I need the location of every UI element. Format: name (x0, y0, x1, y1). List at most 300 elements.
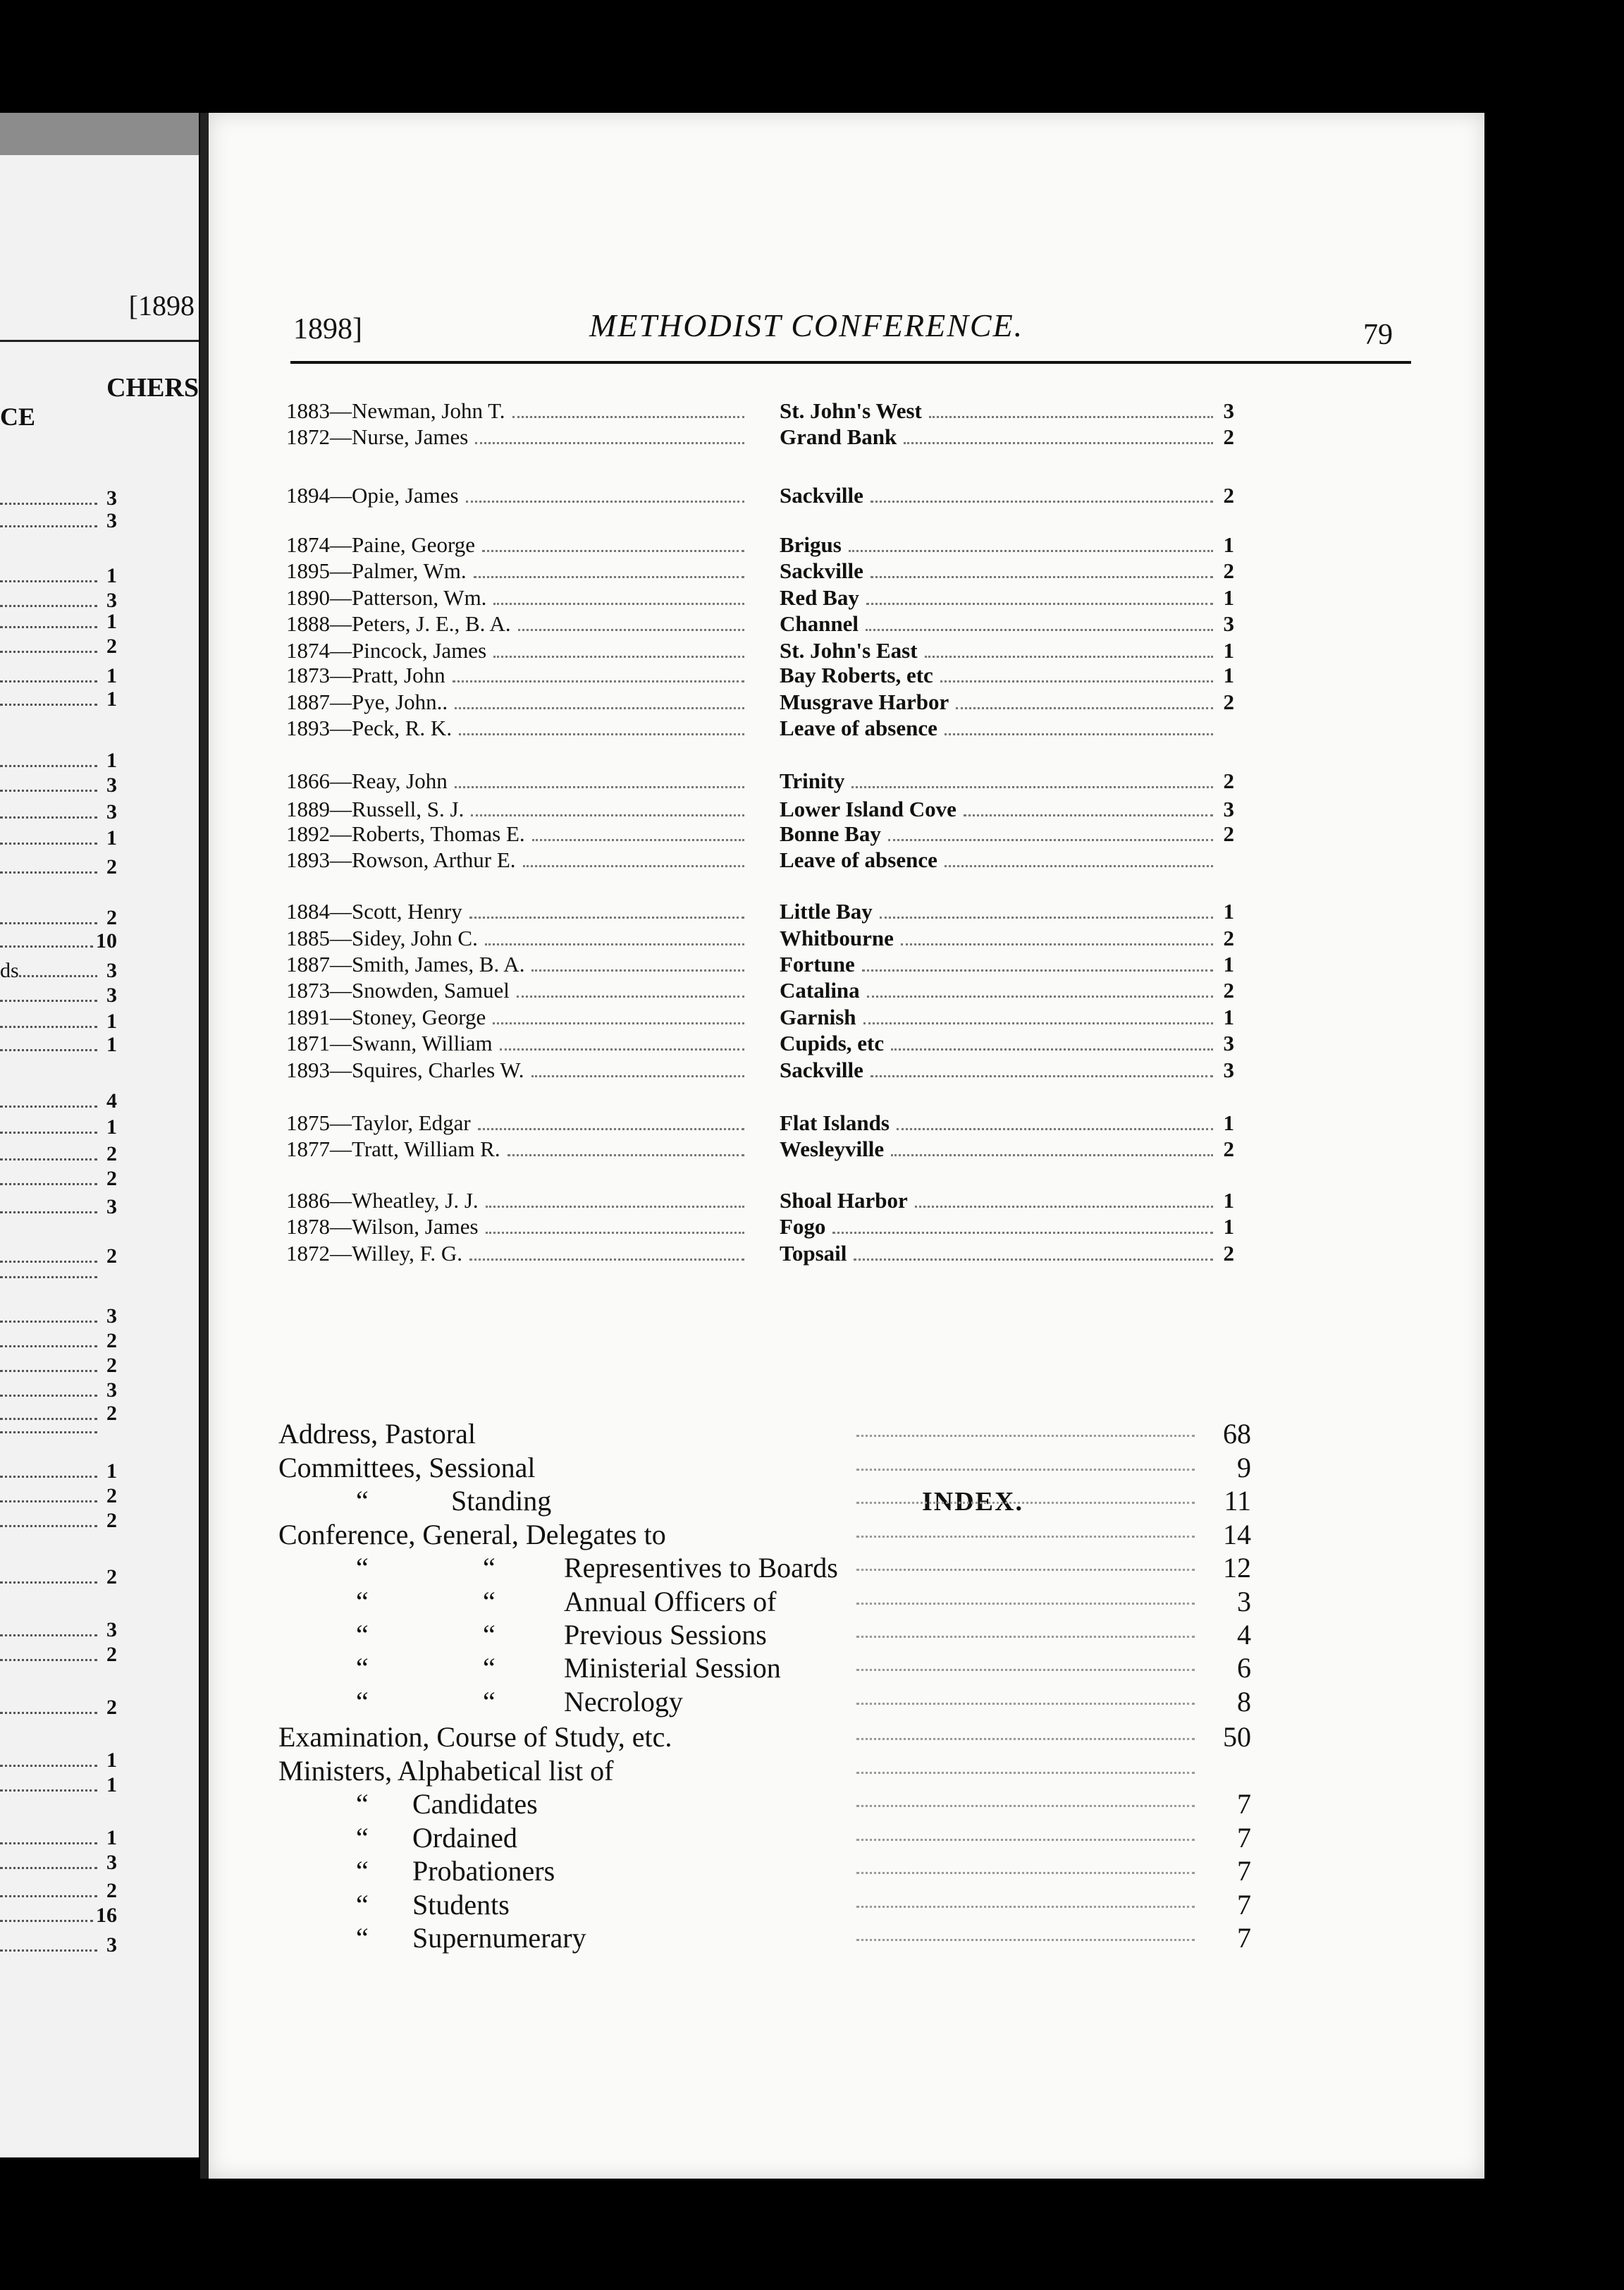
minister-name: 1891—Stoney, George (286, 1005, 486, 1029)
leader-dots (518, 629, 744, 631)
list-item-number: 1 (106, 826, 117, 850)
list-item (0, 749, 117, 773)
list-item-number: 3 (106, 1195, 117, 1218)
leader-dots (891, 1048, 1213, 1051)
index-page-number: 7 (1237, 1889, 1251, 1921)
station-entry (780, 716, 1234, 741)
station-entry (780, 1110, 1234, 1136)
minister-row (286, 663, 1470, 688)
years-count: 1 (1223, 663, 1234, 687)
leader-dots (0, 1026, 97, 1028)
years-count: 2 (1223, 1137, 1234, 1161)
station-name: Musgrave Harbor (780, 690, 949, 714)
minister-name: 1889—Russell, S. J. (286, 797, 465, 821)
leader-dots (891, 1154, 1213, 1156)
index-page-number: 14 (1223, 1519, 1251, 1550)
list-item-number: 3 (106, 1933, 117, 1957)
list-item-number: 2 (106, 1484, 117, 1507)
minister-row (286, 1005, 1470, 1030)
list-item (0, 1773, 117, 1797)
leader-dots (0, 871, 97, 874)
index-entry (278, 1754, 1251, 1787)
leader-dots (469, 1259, 744, 1261)
years-count: 1 (1223, 1214, 1234, 1239)
station-name: Sackville (780, 558, 863, 583)
index-entry-label: Committees, Sessional (278, 1452, 536, 1483)
minister-name: 1873—Snowden, Samuel (286, 978, 510, 1003)
leader-dots (466, 501, 744, 503)
leader-dots (0, 1789, 97, 1792)
list-item-number: 1 (106, 1010, 117, 1033)
index-entry-label: Examination, Course of Study, etc. (278, 1721, 672, 1753)
index-entry (278, 1417, 1251, 1450)
leader-dots (0, 1049, 97, 1051)
minister-row (286, 926, 1470, 951)
leader-dots (0, 1418, 97, 1420)
minister-entry (286, 1058, 744, 1083)
years-count: 2 (1223, 978, 1234, 1003)
leader-dots (0, 1261, 97, 1263)
list-item-number: 2 (106, 1142, 117, 1165)
index-entry (278, 1518, 1251, 1550)
header-rule (0, 340, 199, 342)
station-entry (780, 1031, 1234, 1056)
index-title: INDEX. (922, 1487, 1023, 1517)
list-item-number: 1 (106, 1773, 117, 1796)
list-item-number: 1 (106, 1033, 117, 1056)
list-item-number: 2 (106, 635, 117, 658)
list-item (0, 1378, 117, 1402)
leader-dots (512, 416, 744, 418)
index-entry (278, 1921, 1251, 1954)
leader-dots (940, 680, 1213, 682)
leader-dots (863, 1022, 1213, 1024)
list-item-number: 2 (106, 1509, 117, 1532)
leader-dots (0, 1158, 97, 1161)
index-page-number: 7 (1237, 1855, 1251, 1887)
minister-row (286, 690, 1470, 715)
index-entry-label: “ (356, 1686, 369, 1718)
list-item (0, 1304, 117, 1328)
adjacent-heading-line-2: CE (0, 403, 36, 431)
minister-entry (286, 1137, 744, 1162)
station-name: Little Bay (780, 899, 873, 924)
list-item (0, 1459, 117, 1483)
index-entry-sublabel: “ (483, 1652, 496, 1684)
header-rule (290, 361, 1411, 364)
leader-dots (0, 1659, 97, 1661)
minister-name: 1872—Nurse, James (286, 424, 469, 449)
minister-entry (286, 690, 744, 715)
leader-dots (482, 550, 744, 552)
minister-row (286, 978, 1470, 1003)
list-item-number: 3 (106, 1618, 117, 1641)
station-name: St. John's West (780, 398, 922, 423)
list-item (0, 929, 117, 953)
leader-dots (0, 1000, 97, 1002)
leader-dots (455, 786, 744, 788)
leader-dots (867, 996, 1213, 998)
list-item-number: 1 (106, 749, 117, 772)
index-entry (278, 1618, 1251, 1651)
station-entry (780, 638, 1234, 663)
leader-dots (956, 707, 1213, 709)
index-entry (278, 1551, 1251, 1584)
minister-row (286, 899, 1470, 924)
years-count: 2 (1223, 926, 1234, 950)
leader-dots (0, 503, 97, 505)
leader-dots (471, 814, 744, 816)
station-entry (780, 663, 1234, 688)
list-item-number: 2 (106, 1565, 117, 1588)
leader-dots (915, 1206, 1213, 1208)
years-count: 3 (1223, 797, 1234, 821)
index-entry-sublabel: Probationers (412, 1855, 555, 1887)
leader-dots (0, 1581, 97, 1584)
minister-name: 1877—Tratt, William R. (286, 1137, 500, 1161)
minister-name: 1894—Opie, James (286, 483, 459, 508)
minister-entry (286, 1241, 744, 1266)
list-item (0, 1089, 117, 1113)
leader-dots (856, 1667, 1195, 1671)
list-item-number: 2 (106, 1354, 117, 1377)
years-count: 2 (1223, 821, 1234, 846)
leader-dots (871, 501, 1213, 503)
leader-dots (0, 945, 93, 948)
leader-dots (904, 442, 1213, 444)
leader-dots (0, 1395, 97, 1397)
minister-name: 1885—Sidey, John C. (286, 926, 478, 950)
minister-row (286, 821, 1470, 847)
list-item (0, 1509, 117, 1533)
station-entry (780, 398, 1234, 424)
minister-row (286, 797, 1470, 822)
list-item (0, 1643, 117, 1667)
station-name: Cupids, etc (780, 1031, 885, 1055)
minister-entry (286, 398, 744, 424)
leader-dots (945, 865, 1213, 867)
station-name: Channel (780, 611, 859, 636)
minister-row (286, 1241, 1470, 1266)
minister-entry (286, 1188, 744, 1213)
years-count: 2 (1223, 558, 1234, 583)
leader-dots (880, 917, 1213, 919)
list-item (0, 1431, 117, 1439)
minister-name: 1884—Scott, Henry (286, 899, 462, 924)
station-name: Whitbourne (780, 926, 894, 950)
book-page (209, 113, 1484, 2179)
minister-name: 1883—Newman, John T. (286, 398, 505, 423)
minister-row (286, 424, 1470, 450)
leader-dots (478, 1128, 744, 1130)
index-entry-sublabel: Standing (451, 1485, 552, 1517)
index-page-number: 9 (1237, 1452, 1251, 1483)
index-entry-label: “ (356, 1586, 369, 1617)
minister-entry (286, 821, 744, 847)
leader-dots (856, 1533, 1195, 1538)
list-item (0, 773, 117, 797)
leader-dots (0, 843, 97, 845)
leader-dots (0, 525, 97, 527)
minister-entry (286, 611, 744, 637)
station-entry (780, 769, 1234, 794)
minister-name: 1893—Peck, R. K. (286, 716, 453, 740)
minister-entry (286, 1005, 744, 1030)
leader-dots (856, 1870, 1195, 1874)
station-name: Bonne Bay (780, 821, 881, 846)
leader-dots (493, 656, 744, 658)
leader-dots (856, 1500, 1195, 1504)
leader-dots (856, 1567, 1195, 1571)
station-entry (780, 611, 1234, 637)
list-item-number: 3 (106, 984, 117, 1007)
leader-dots (455, 707, 744, 709)
minister-entry (286, 638, 744, 663)
minister-entry (286, 1110, 744, 1136)
list-item (0, 1276, 117, 1284)
years-count: 3 (1223, 1031, 1234, 1055)
index-entry-sublabel: “ (483, 1686, 496, 1718)
minister-entry (286, 899, 744, 924)
station-name: Sackville (780, 483, 863, 508)
leader-dots (0, 680, 97, 682)
leader-dots (0, 1132, 97, 1134)
minister-name: 1878—Wilson, James (286, 1214, 479, 1239)
station-entry (780, 532, 1234, 558)
list-item-number: 3 (106, 589, 117, 612)
list-item (0, 509, 117, 533)
index-entry-label: “ (356, 1619, 369, 1651)
minister-name: 1872—Willey, F. G. (286, 1241, 462, 1266)
list-item-number: 3 (106, 773, 117, 797)
header-year: 1898] (293, 313, 362, 345)
years-count: 3 (1223, 398, 1234, 423)
list-item-number: 16 (96, 1904, 117, 1927)
years-count: 2 (1223, 690, 1234, 714)
leader-dots (493, 603, 744, 605)
index-entry (278, 1685, 1251, 1718)
minister-entry (286, 716, 744, 741)
index-entry-subsublabel: Ministerial Session (564, 1652, 781, 1684)
minister-row (286, 558, 1470, 584)
years-count: 1 (1223, 899, 1234, 924)
list-item-number: 1 (106, 687, 117, 711)
leader-dots (871, 576, 1213, 578)
leader-dots (459, 733, 744, 735)
index-page-number: 3 (1237, 1586, 1251, 1617)
leader-dots (532, 839, 744, 841)
station-entry (780, 1005, 1234, 1030)
list-item (0, 1565, 117, 1589)
leader-dots (0, 816, 97, 819)
station-name: Wesleyville (780, 1137, 885, 1161)
list-item-number: 2 (106, 1402, 117, 1425)
station-entry (780, 926, 1234, 951)
minister-name: 1890—Patterson, Wm. (286, 585, 487, 610)
list-item (0, 635, 117, 659)
leader-dots (0, 626, 97, 628)
minister-row (286, 1031, 1470, 1056)
leader-dots (856, 1803, 1195, 1807)
index-entry-sublabel: Candidates (412, 1788, 538, 1820)
station-name: Flat Islands (780, 1110, 890, 1135)
minister-entry (286, 797, 744, 822)
index-entry-subsublabel: Necrology (564, 1686, 683, 1718)
minister-name: 1887—Pye, John.. (286, 690, 448, 714)
index-page-number: 7 (1237, 1922, 1251, 1954)
list-item (0, 906, 117, 930)
minister-entry (286, 1031, 744, 1056)
list-item (0, 959, 117, 983)
list-item-number: 2 (106, 906, 117, 929)
leader-dots (897, 1128, 1213, 1130)
list-item (0, 1142, 117, 1166)
station-name: Bay Roberts, etc (780, 663, 933, 687)
minister-row (286, 1137, 1470, 1162)
list-item (0, 1618, 117, 1642)
leader-dots (493, 1022, 744, 1024)
leader-dots (0, 1712, 97, 1714)
list-item (0, 1749, 117, 1772)
minister-row (286, 483, 1470, 508)
leader-dots (0, 704, 97, 706)
list-item-number: 2 (106, 855, 117, 878)
leader-dots (866, 629, 1213, 631)
list-item-label: ds (0, 959, 19, 982)
list-item (0, 564, 117, 588)
leader-dots (0, 1920, 93, 1922)
leader-dots (475, 442, 744, 444)
years-count: 1 (1223, 952, 1234, 976)
minister-row (286, 1214, 1470, 1239)
leader-dots (500, 1048, 744, 1051)
minister-name: 1871—Swann, William (286, 1031, 493, 1055)
station-entry (780, 847, 1234, 873)
leader-dots (508, 1154, 744, 1156)
minister-entry (286, 952, 744, 977)
station-entry (780, 952, 1234, 977)
station-name: Catalina (780, 978, 860, 1003)
list-item-number: 2 (106, 1329, 117, 1352)
station-name: Fortune (780, 952, 855, 976)
years-count: 1 (1223, 1188, 1234, 1213)
minister-entry (286, 558, 744, 584)
leader-dots (832, 1232, 1213, 1234)
minister-row (286, 952, 1470, 977)
page-number: 79 (1363, 319, 1393, 351)
leader-dots (0, 1842, 97, 1844)
index-entry-label: “ (356, 1822, 369, 1854)
list-item (0, 1851, 117, 1875)
station-entry (780, 585, 1234, 611)
years-count: 1 (1223, 1005, 1234, 1029)
minister-name: 1893—Squires, Charles W. (286, 1058, 524, 1082)
index-entry-sublabel: Students (412, 1889, 510, 1921)
leader-dots (531, 969, 744, 972)
minister-name: 1892—Roberts, Thomas E. (286, 821, 525, 846)
leader-dots (856, 1701, 1195, 1705)
leader-dots (849, 550, 1213, 552)
page-edge-shadow (0, 113, 199, 155)
list-item-number: 1 (106, 1826, 117, 1849)
list-item (0, 1904, 117, 1928)
years-count: 2 (1223, 483, 1234, 508)
index-entry (278, 1888, 1251, 1921)
list-item-number: 3 (106, 800, 117, 823)
station-entry (780, 483, 1234, 508)
index-page-number: 50 (1223, 1721, 1251, 1753)
leader-dots (0, 605, 97, 607)
minister-name: 1874—Paine, George (286, 532, 476, 557)
leader-dots (0, 1276, 97, 1278)
leader-dots (523, 865, 745, 867)
index-entry-subsublabel: Representives to Boards (564, 1552, 838, 1584)
list-item-number: 3 (106, 1304, 117, 1328)
list-item-number: 3 (106, 1378, 117, 1402)
list-item (0, 1033, 117, 1057)
leader-dots (469, 917, 744, 919)
minister-row (286, 611, 1470, 637)
list-item-number: 4 (106, 1089, 117, 1113)
minister-entry (286, 769, 744, 794)
leader-dots (871, 1075, 1213, 1077)
index-entry (278, 1585, 1251, 1617)
index-entry-sublabel: “ (483, 1552, 496, 1584)
list-item (0, 1826, 117, 1850)
index-entry-sublabel: “ (483, 1586, 496, 1617)
index-entry-subsublabel: Previous Sessions (564, 1619, 767, 1651)
years-count: 2 (1223, 1241, 1234, 1266)
index-entry-label: “ (356, 1855, 369, 1887)
list-item-number: 3 (106, 509, 117, 532)
list-item-number: 3 (106, 1851, 117, 1874)
index-entry-label: “ (356, 1485, 369, 1517)
leader-dots (964, 814, 1213, 816)
list-item (0, 610, 117, 634)
index-page-number: 8 (1237, 1686, 1251, 1718)
minister-entry (286, 926, 744, 951)
leader-dots (0, 1765, 97, 1767)
minister-row (286, 847, 1470, 873)
leader-dots (474, 576, 744, 578)
leader-dots (945, 733, 1213, 735)
minister-name: 1875—Taylor, Edgar (286, 1110, 471, 1135)
station-name: Shoal Harbor (780, 1188, 908, 1213)
station-entry (780, 899, 1234, 924)
leader-dots (0, 651, 97, 653)
list-item-number: 1 (106, 664, 117, 687)
years-count: 3 (1223, 1058, 1234, 1082)
list-item (0, 486, 117, 510)
index-entry-sublabel: Supernumerary (412, 1922, 586, 1954)
minister-entry (286, 663, 744, 688)
leader-dots (485, 943, 744, 945)
leader-dots (925, 656, 1213, 658)
station-name: Red Bay (780, 585, 859, 610)
station-entry (780, 821, 1234, 847)
station-name: Lower Island Cove (780, 797, 956, 821)
list-item (0, 1354, 117, 1378)
leader-dots (0, 1500, 97, 1502)
minister-name: 1888—Peters, J. E., B. A. (286, 611, 511, 636)
list-item (0, 1244, 117, 1268)
station-name: Leave of absence (780, 847, 937, 872)
running-header (293, 307, 1463, 349)
list-item (0, 664, 117, 688)
station-entry (780, 558, 1234, 584)
station-name: Grand Bank (780, 424, 897, 449)
list-item (0, 800, 117, 824)
